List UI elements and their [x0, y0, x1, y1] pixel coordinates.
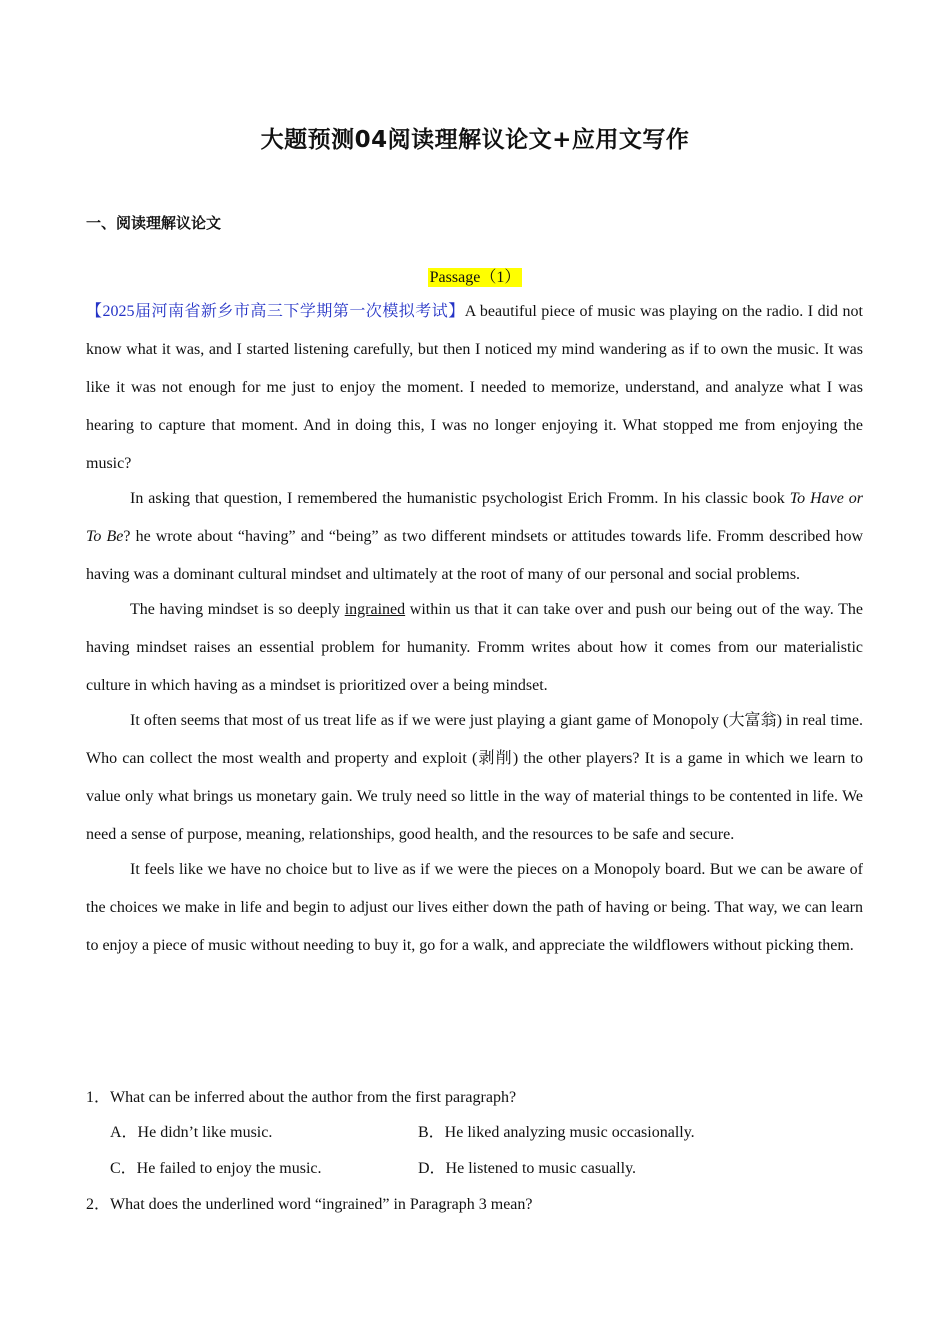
question-1-option-c: C．He failed to enjoy the music.	[110, 1160, 322, 1177]
paragraph-2-text-b: ? he wrote about “having” and “being” as two different mindsets or attitudes towards life. Fromm described how having was a dominant cultural mindset and ultimately at the root of many of our personal and social problems.	[86, 528, 863, 583]
paragraph-4: It often seems that most of us treat life as if we were just playing a giant game of Monopoly (大富翁) in real time. Who can collect the most wealth and property and exploit (剥削) the other players? It is a game in which we learn to value only what brings us monetary gain. We truly need so little in the way of material things to be contented in life. We need a sense of purpose, meaning, relationships, good health, and the resources to be safe and secure.	[86, 712, 863, 843]
question-1-option-a: A．He didn’t like music.	[110, 1124, 273, 1141]
question-1-option-d: D．He listened to music casually.	[418, 1160, 637, 1177]
question-1-option-b: B．He liked analyzing music occasionally.	[418, 1124, 695, 1141]
book-title: To Have or To Be	[86, 490, 864, 545]
question-1: 1．What can be inferred about the author from the first paragraph?	[86, 1089, 517, 1106]
paragraph-2	[86, 480, 863, 594]
source-tag: 【2025届河南省新乡市高三下学期第一次模拟考试】	[86, 303, 465, 320]
passage-body	[86, 293, 863, 962]
paragraph-3	[86, 591, 863, 705]
underlined-word: ingrained	[344, 601, 406, 618]
section-heading: 一、阅读理解议论文	[86, 214, 222, 232]
passage-label-text: Passage（1）	[429, 269, 521, 286]
question-2: 2．What does the underlined word “ingrained” in Paragraph 3 mean?	[86, 1196, 533, 1213]
paragraph-1	[86, 293, 863, 483]
paragraph-3-text-b: within us that it can take over and push our being out of the way. The having mindset raises an essential problem for humanity. Fromm writes about how it comes from our materialistic culture in which having as a mindset is prioritized over a being mindset.	[86, 601, 863, 694]
paragraph-1-text: A beautiful piece of music was playing on the radio. I did not know what it was, and I started listening carefully, but then I noticed my mind wandering as if to own the music. It was like it was not enough for me just to enjoy the moment. I needed to memorize, understand, and analyze what I was hearing to capture that moment. And in doing this, I was no longer enjoying it. What stopped me from enjoying the music?	[86, 303, 863, 472]
paragraph-3-text-a: The having mindset is so deeply	[130, 601, 345, 618]
page-title: 大题预测04阅读理解议论文+应用文写作	[260, 127, 690, 153]
passage-label	[0, 264, 950, 287]
paragraph-2-text-a: In asking that question, I remembered the humanistic psychologist Erich Fromm. In his classic book	[130, 490, 790, 507]
paragraph-5: It feels like we have no choice but to live as if we were the pieces on a Monopoly board. But we can be aware of the choices we make in life and begin to adjust our lives either down the path of having or being. That way, we can learn to enjoy a piece of music without needing to buy it, go for a walk, and appreciate the wildflowers without picking them.	[86, 861, 863, 954]
